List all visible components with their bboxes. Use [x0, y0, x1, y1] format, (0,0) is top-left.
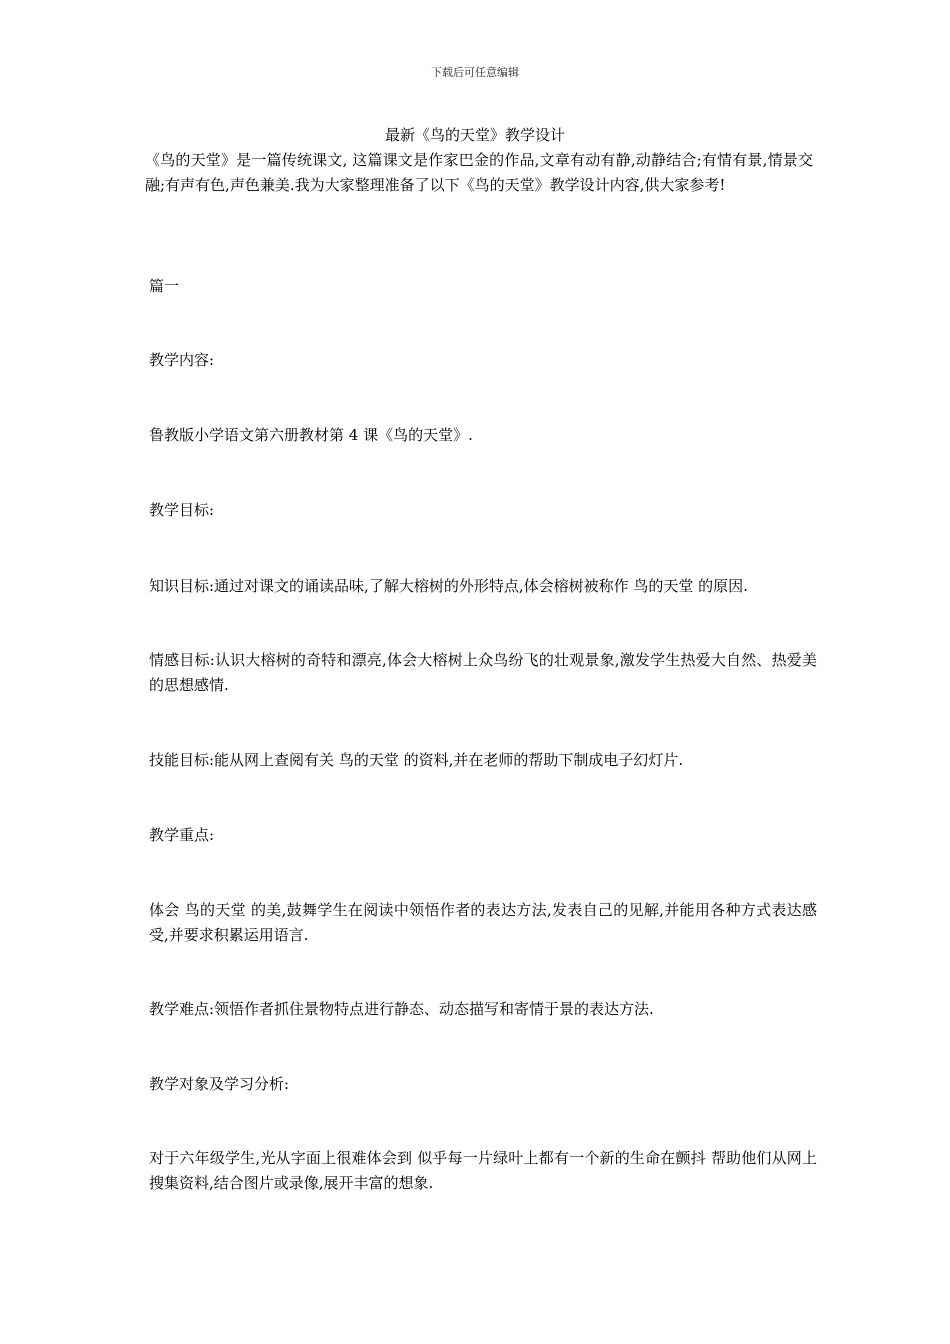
paragraph-emotional-objective: 情感目标:认识大榕树的奇特和漂亮,体会大榕树上众鸟纷飞的壮观景象,激发学生热爱大自然、热爱美的思想感情.	[149, 651, 817, 694]
heading-teaching-objectives: 教学目标:	[149, 501, 215, 519]
paragraph-teaching-focus: 体会 鸟的天堂 的美,鼓舞学生在阅读中领悟作者的表达方法,发表自己的见解,并能用各种方式表达感受,并要求积累运用语言.	[149, 901, 817, 944]
paragraph-teaching-difficulty: 教学难点:领悟作者抓住景物特点进行静态、动态描写和寄情于景的表达方法.	[149, 1000, 654, 1018]
paragraph-textbook-lesson: 鲁教版小学语文第六册教材第 4 课《鸟的天堂》.	[149, 426, 473, 444]
heading-learner-analysis: 教学对象及学习分析:	[149, 1075, 290, 1093]
document-title: 最新《鸟的天堂》教学设计	[384, 126, 565, 144]
heading-teaching-content: 教学内容:	[149, 351, 215, 369]
page-header-note: 下载后可任意编辑	[431, 66, 519, 79]
paragraph-skill-objective: 技能目标:能从网上查阅有关 鸟的天堂 的资料,并在老师的帮助下制成电子幻灯片.	[149, 751, 684, 769]
intro-paragraph: 《鸟的天堂》是一篇传统课文, 这篇课文是作家巴金的作品,文章有动有静,动静结合;有情有景,情景交融;有声有色,声色兼美.我为大家整理准备了以下《鸟的天堂》教学设计内容,供大家参考!	[145, 151, 813, 194]
paragraph-learner-analysis: 对于六年级学生,光从字面上很难体会到 似乎每一片绿叶上都有一个新的生命在颤抖 帮助他们从网上搜集资料,结合图片或录像,展开丰富的想象.	[149, 1149, 817, 1192]
section-heading-part-one: 篇一	[149, 277, 180, 295]
heading-teaching-focus: 教学重点:	[149, 826, 215, 844]
paragraph-knowledge-objective: 知识目标:通过对课文的诵读品味,了解大榕树的外形特点,体会榕树被称作 鸟的天堂 的原因.	[149, 577, 748, 595]
